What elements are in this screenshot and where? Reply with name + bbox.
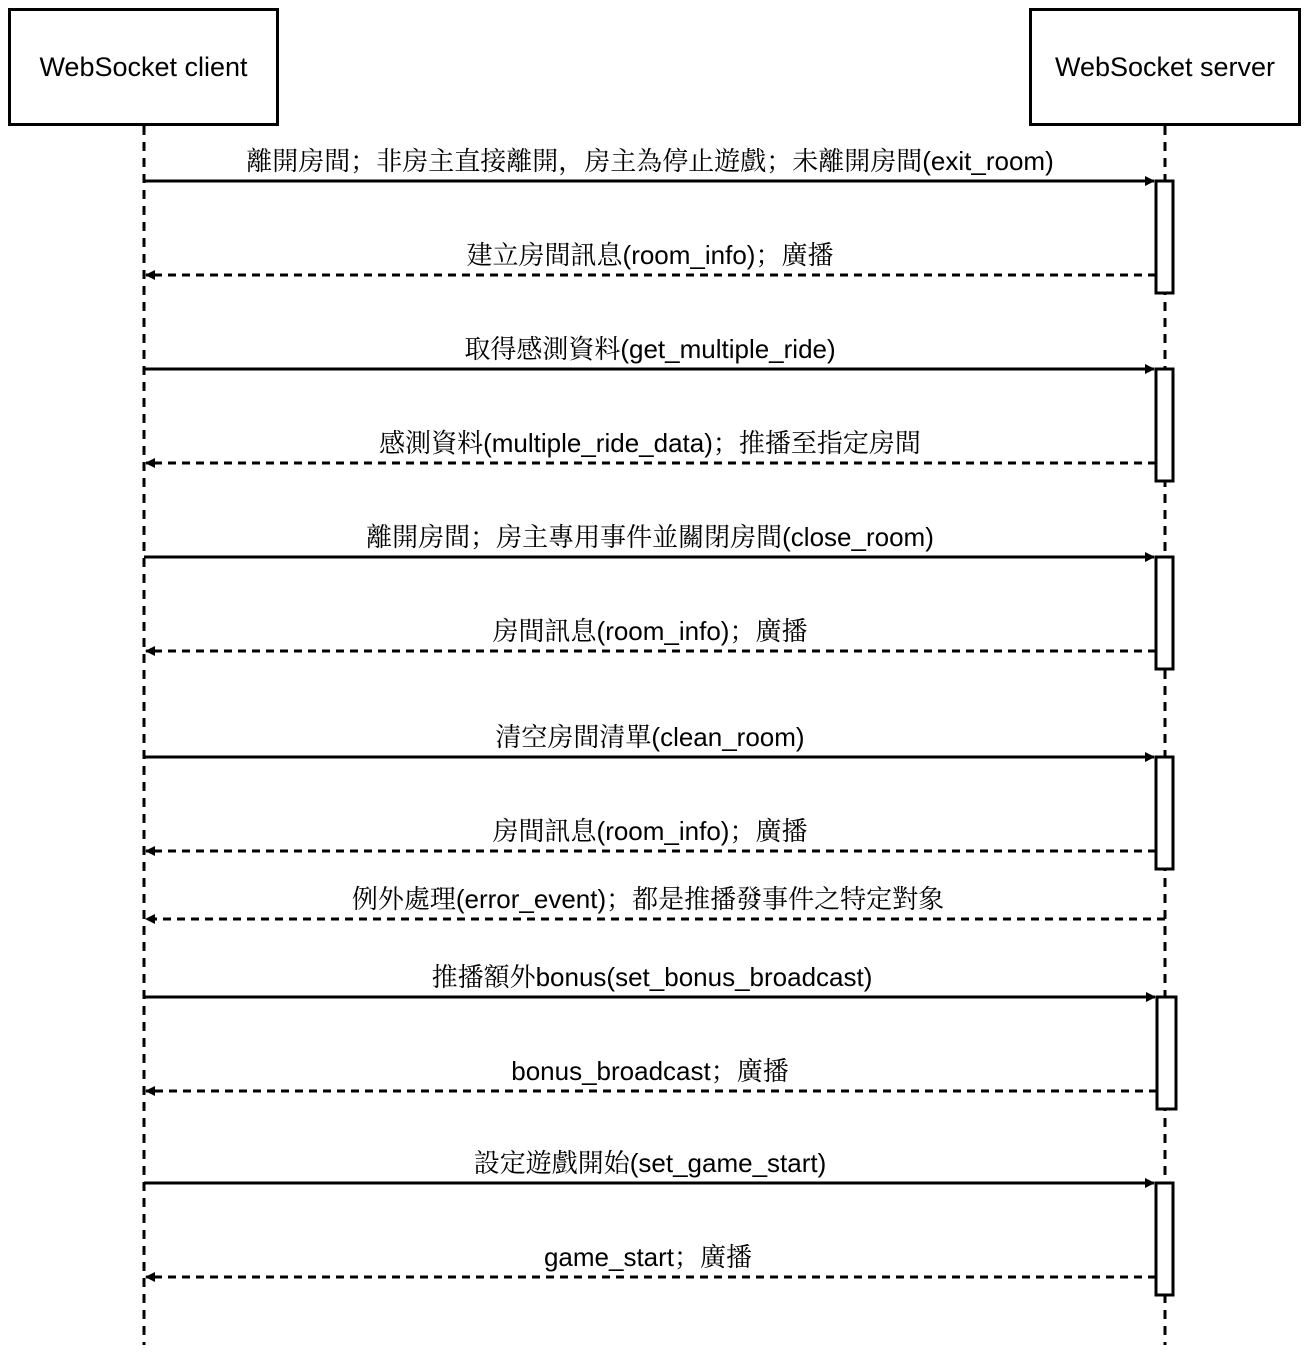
message-game-start <box>146 1242 1156 1277</box>
message-label: 推播額外bonus(set_bonus_broadcast) <box>431 962 873 992</box>
activation-bar <box>1156 181 1173 293</box>
activation-bar <box>1156 369 1173 481</box>
message-bonus-broadcast <box>146 1056 1157 1091</box>
message-label: 設定遊戲開始(set_game_start) <box>473 1148 827 1178</box>
participant-websocket-client: WebSocket client <box>8 8 279 126</box>
message-error-event <box>146 884 1165 919</box>
message-set-bonus-broadcast <box>144 962 1155 997</box>
message-label: 取得感測資料(get_multiple_ride) <box>464 334 836 364</box>
message-label: 感測資料(multiple_ride_data)；推播至指定房間 <box>379 428 921 458</box>
message-room-info-broadcast <box>146 616 1156 651</box>
message-label: 房間訊息(room_info)；廣播 <box>492 616 808 646</box>
message-close-room <box>144 522 1154 557</box>
message-label: bonus_broadcast；廣播 <box>511 1056 789 1086</box>
message-room-info-after-clean <box>146 816 1156 851</box>
message-room-info-create <box>146 240 1156 275</box>
message-get-multiple-ride <box>144 334 1154 369</box>
activation-bar <box>1157 997 1176 1109</box>
message-label: 離開房間；非房主直接離開，房主為停止遊戲；未離開房間(exit_room) <box>246 146 1054 176</box>
message-label: 建立房間訊息(room_info)；廣播 <box>466 240 834 270</box>
activation-bar <box>1156 757 1173 869</box>
activation-bar <box>1156 1183 1173 1295</box>
message-multiple-ride-data <box>146 428 1156 463</box>
message-label: 清空房間清單(clean_room) <box>495 722 805 752</box>
activation-bar <box>1156 557 1173 669</box>
message-set-game-start <box>144 1148 1154 1183</box>
message-exit-room <box>144 146 1154 181</box>
message-label: 例外處理(error_event)；都是推播發事件之特定對象 <box>351 884 945 914</box>
message-label: game_start；廣播 <box>543 1242 753 1272</box>
message-label: 房間訊息(room_info)；廣播 <box>492 816 808 846</box>
participant-websocket-server: WebSocket server <box>1029 8 1301 126</box>
message-label: 離開房間；房主專用事件並關閉房間(close_room) <box>366 522 934 552</box>
message-clean-room <box>144 722 1154 757</box>
